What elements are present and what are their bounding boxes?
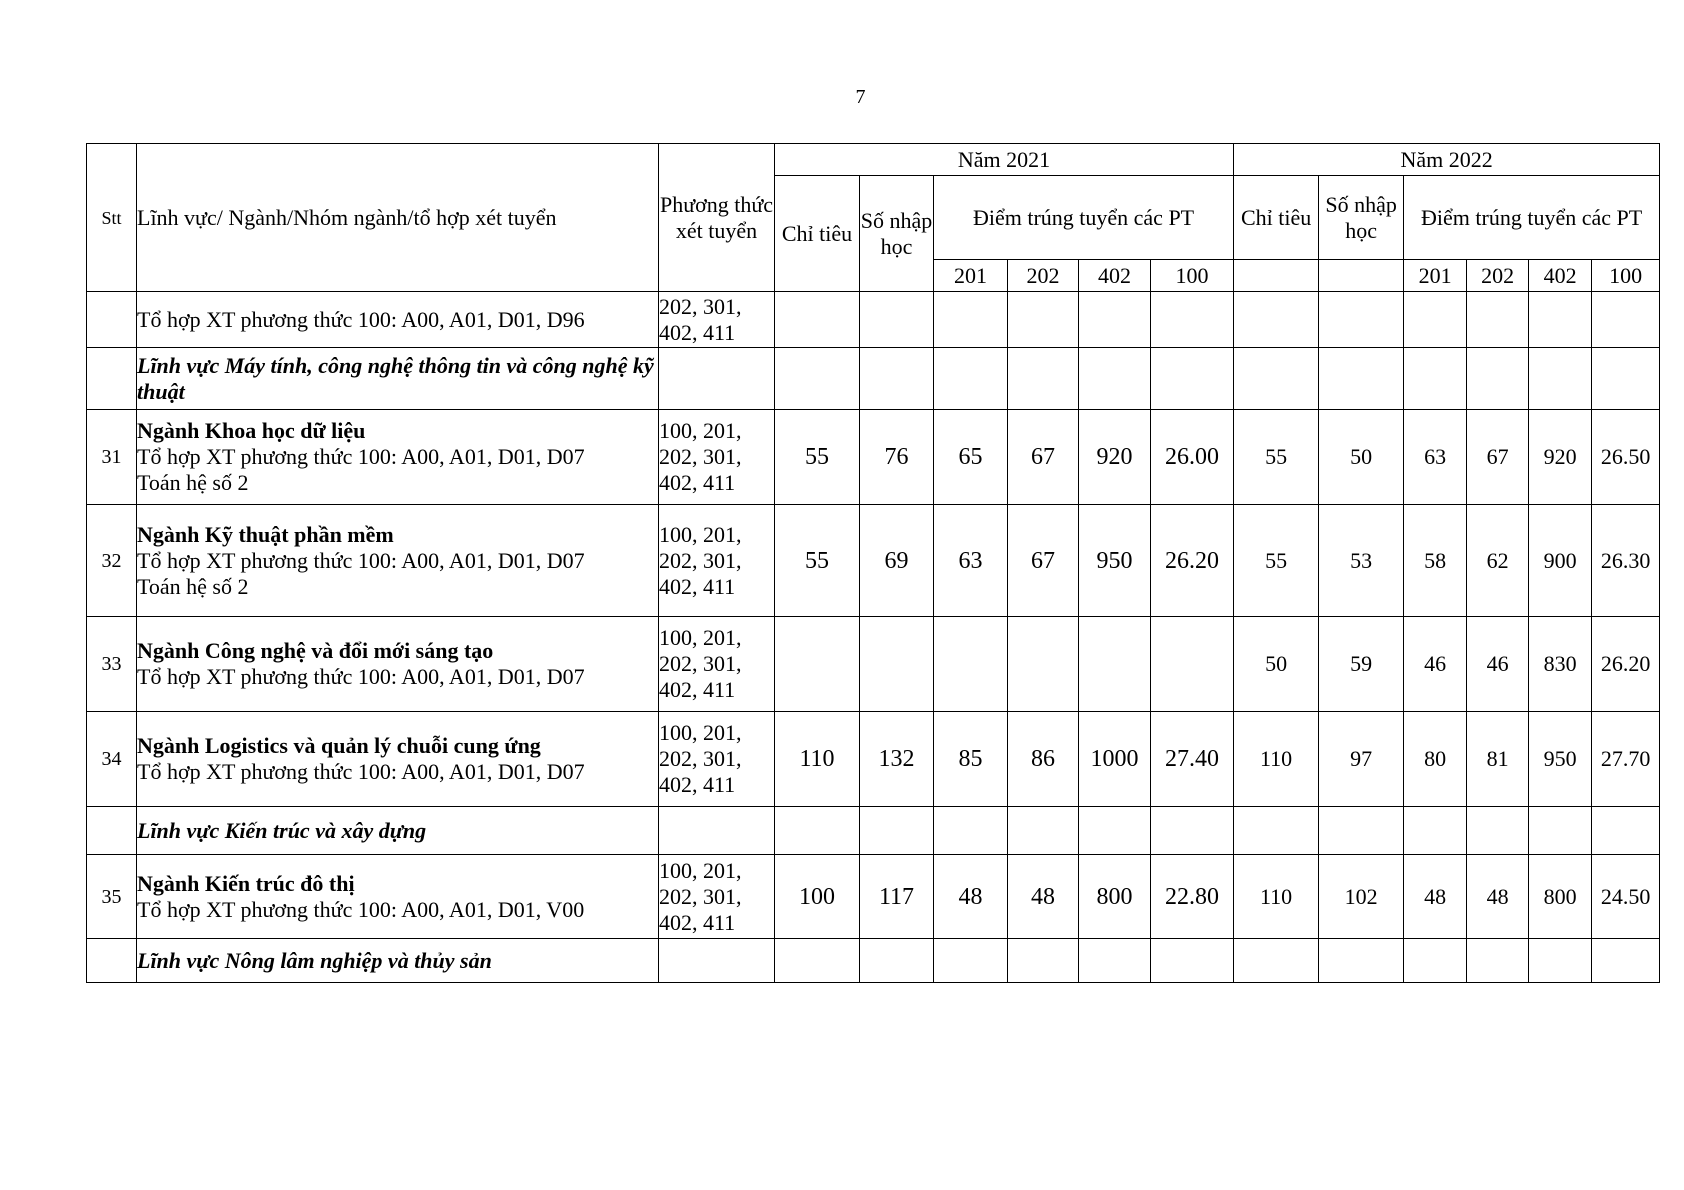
stt-cell: 33 [87,617,137,712]
quota-2021-header: Chỉ tiêu [775,176,860,292]
score-201-2022: 63 [1404,410,1467,505]
score-100-2021: 26.00 [1151,410,1234,505]
combo-text: Tổ hợp XT phương thức 100: A00, A01, D01, D96 [137,306,585,332]
enrolled-2022: 53 [1319,505,1404,617]
section-title: Lĩnh vực Nông lâm nghiệp và thủy sản [137,939,659,983]
score-202-2022: 48 [1467,855,1529,939]
combo-text: Tổ hợp XT phương thức 100: A00, A01, D01, D07 [137,664,585,689]
major-title: Ngành Kỹ thuật phần mềm [137,521,394,547]
score-202-2021: 48 [1008,855,1079,939]
quota-2021: 55 [775,410,860,505]
enrolled-2021: 117 [860,855,934,939]
method-cell: 100, 201, 202, 301, 402, 411 [659,617,775,712]
header-row-years [87,144,1660,176]
field-cell [137,855,659,939]
combo-note: Toán hệ số 2 [137,573,249,599]
stt-cell: 34 [87,712,137,807]
score-402-2022: 830 [1529,617,1592,712]
score-402-2022: 920 [1529,410,1592,505]
combo-text: Tổ hợp XT phương thức 100: A00, A01, D01, D07 [137,547,585,573]
code-402-2022: 402 [1529,260,1592,292]
table-row [87,712,1660,807]
major-title: Ngành Logistics và quản lý chuỗi cung ứng [137,733,541,758]
code-201-2021: 201 [934,260,1008,292]
code-100-2022: 100 [1592,260,1660,292]
score-402-2022: 900 [1529,505,1592,617]
section-row [87,348,1660,410]
enrolled-2022: 97 [1319,712,1404,807]
section-title: Lĩnh vực Kiến trúc và xây dựng [137,807,659,855]
enrolled-2021: 76 [860,410,934,505]
code-100-2021: 100 [1151,260,1234,292]
score-202-2021: 67 [1008,505,1079,617]
stt-cell: 31 [87,410,137,505]
table-row [87,292,1660,348]
stt-cell: 32 [87,505,137,617]
score-402-2022: 800 [1529,855,1592,939]
table-row [87,410,1660,505]
score-201-2022: 58 [1404,505,1467,617]
score-202-2022: 62 [1467,505,1529,617]
year-2022-header: Năm 2022 [1234,144,1660,176]
field-cell [137,410,659,505]
score-202-2022: 67 [1467,410,1529,505]
table-row [87,617,1660,712]
score-201-2021: 48 [934,855,1008,939]
section-row [87,807,1660,855]
page-number: 7 [855,86,866,108]
method-cell: 100, 201, 202, 301, 402, 411 [659,410,775,505]
method-cell: 100, 201, 202, 301, 402, 411 [659,712,775,807]
score-100-2022: 26.20 [1592,617,1660,712]
enrolled-2022: 59 [1319,617,1404,712]
major-title: Ngành Kiến trúc đô thị [137,870,355,896]
enrolled-2022: 102 [1319,855,1404,939]
score-100-2021: 27.40 [1151,712,1234,807]
quota-2021: 110 [775,712,860,807]
stt-cell [87,292,137,348]
major-title: Ngành Công nghệ và đổi mới sáng tạo [137,638,494,663]
quota-2022: 50 [1234,617,1319,712]
method-cell: 100, 201, 202, 301, 402, 411 [659,505,775,617]
score-402-2021: 800 [1079,855,1151,939]
admission-scores-table [86,143,1660,983]
score-100-2021: 26.20 [1151,505,1234,617]
combo-text: Tổ hợp XT phương thức 100: A00, A01, D01, D07 [137,759,585,784]
score-201-2022: 46 [1404,617,1467,712]
field-header: Lĩnh vực/ Ngành/Nhóm ngành/tổ hợp xét tuyển [137,144,659,292]
field-cell [137,617,659,712]
score-201-2021: 85 [934,712,1008,807]
method-cell: 100, 201, 202, 301, 402, 411 [659,855,775,939]
method-cell: 202, 301, 402, 411 [659,292,775,348]
combo-note: Toán hệ số 2 [137,470,249,495]
score-402-2021: 920 [1079,410,1151,505]
score-2022-header: Điểm trúng tuyển các PT [1404,176,1660,260]
field-cell [137,505,659,617]
enrolled-2021-header: Số nhập học [860,176,934,292]
score-201-2021: 65 [934,410,1008,505]
score-202-2021: 86 [1008,712,1079,807]
score-402-2021: 1000 [1079,712,1151,807]
stt-cell: 35 [87,855,137,939]
field-cell [137,292,659,348]
stt-header: Stt [87,144,137,292]
empty-cell [1319,260,1404,292]
code-201-2022: 201 [1404,260,1467,292]
score-202-2021: 67 [1008,410,1079,505]
quota-2022-header: Chỉ tiêu [1234,176,1319,260]
year-2021-header: Năm 2021 [775,144,1234,176]
enrolled-2021: 69 [860,505,934,617]
score-201-2022: 80 [1404,712,1467,807]
quota-2022: 110 [1234,712,1319,807]
score-2021-header: Điểm trúng tuyển các PT [934,176,1234,260]
code-202-2021: 202 [1008,260,1079,292]
score-100-2022: 27.70 [1592,712,1660,807]
field-cell [137,712,659,807]
score-201-2022: 48 [1404,855,1467,939]
score-402-2021: 950 [1079,505,1151,617]
score-202-2022: 46 [1467,617,1529,712]
combo-text: Tổ hợp XT phương thức 100: A00, A01, D01, V00 [137,896,585,922]
combo-text: Tổ hợp XT phương thức 100: A00, A01, D01, D07 [137,444,585,469]
score-100-2022: 24.50 [1592,855,1660,939]
enrolled-2021: 132 [860,712,934,807]
score-201-2021: 63 [934,505,1008,617]
quota-2021: 55 [775,505,860,617]
table-row [87,505,1660,617]
score-100-2022: 26.50 [1592,410,1660,505]
enrolled-2022-header: Số nhập học [1319,176,1404,260]
quota-2022: 55 [1234,505,1319,617]
section-title: Lĩnh vực Máy tính, công nghệ thông tin và công nghệ kỹ thuật [137,348,659,410]
quota-2022: 55 [1234,410,1319,505]
score-202-2022: 81 [1467,712,1529,807]
section-row [87,939,1660,983]
quota-2021: 100 [775,855,860,939]
major-title: Ngành Khoa học dữ liệu [137,418,366,443]
quota-2022: 110 [1234,855,1319,939]
code-202-2022: 202 [1467,260,1529,292]
enrolled-2022: 50 [1319,410,1404,505]
score-100-2021: 22.80 [1151,855,1234,939]
empty-cell [1234,260,1319,292]
table-row [87,855,1660,939]
code-402-2021: 402 [1079,260,1151,292]
score-100-2022: 26.30 [1592,505,1660,617]
score-402-2022: 950 [1529,712,1592,807]
method-header: Phương thức xét tuyển [659,144,775,292]
